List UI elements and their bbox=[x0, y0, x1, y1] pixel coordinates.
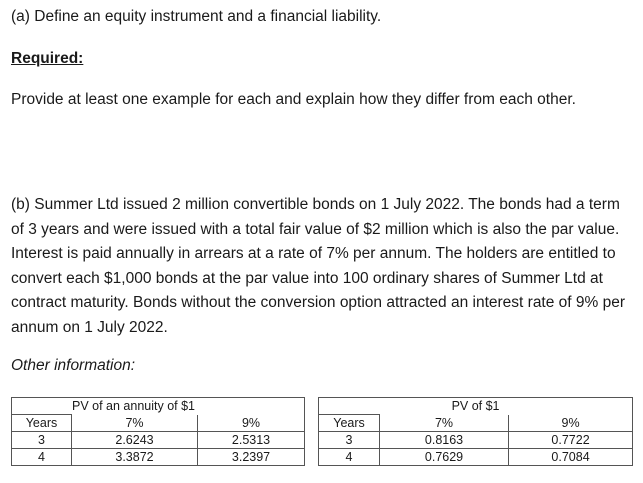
annuity-cell: 3.3872 bbox=[72, 449, 198, 466]
pv-cell: 0.7084 bbox=[509, 449, 633, 466]
pv-header-7: 7% bbox=[380, 415, 509, 432]
question-b-text: (b) Summer Ltd issued 2 million convertible bonds on 1 July 2022. The bonds had a term of 3 years and were issued with a total fair value of $2 million which is also the par value. Interest is paid annually in arrears at a rate of 7% per annum. The holders are entitled to convert each $1,000 bonds at the par value into 100 ordinary shares of Summer Ltd at contract maturity. Bonds without the conversion option attracted an interest rate of 9% per annum on 1 July 2022. bbox=[11, 196, 626, 336]
required-label: Required: bbox=[11, 50, 84, 67]
annuity-header-years: Years bbox=[12, 415, 72, 432]
question-a-title: (a) Define an equity instrument and a financial liability. bbox=[11, 8, 382, 25]
pv-cell: 3 bbox=[319, 432, 380, 449]
pv-cell: 0.7722 bbox=[509, 432, 633, 449]
other-info-label: Other information: bbox=[11, 357, 136, 374]
table-header-row bbox=[12, 415, 633, 432]
table-row bbox=[12, 432, 633, 449]
pv-cell: 0.8163 bbox=[380, 432, 509, 449]
pv-cell: 4 bbox=[319, 449, 380, 466]
question-a-instruction: Provide at least one example for each and explain how they differ from each other. bbox=[11, 91, 576, 108]
annuity-cell: 3.2397 bbox=[198, 449, 305, 466]
annuity-cell: 2.5313 bbox=[198, 432, 305, 449]
table-title-row bbox=[12, 398, 633, 415]
annuity-cell: 3 bbox=[12, 432, 72, 449]
annuity-cell: 2.6243 bbox=[72, 432, 198, 449]
pv-header-years: Years bbox=[319, 415, 380, 432]
pv-table-title: PV of $1 bbox=[319, 398, 633, 415]
annuity-header-7: 7% bbox=[72, 415, 198, 432]
table-row bbox=[12, 449, 633, 466]
annuity-table-title: PV of an annuity of $1 bbox=[12, 398, 305, 415]
pv-factors-table bbox=[11, 397, 633, 466]
annuity-cell: 4 bbox=[12, 449, 72, 466]
annuity-header-9: 9% bbox=[198, 415, 305, 432]
pv-cell: 0.7629 bbox=[380, 449, 509, 466]
pv-header-9: 9% bbox=[509, 415, 633, 432]
